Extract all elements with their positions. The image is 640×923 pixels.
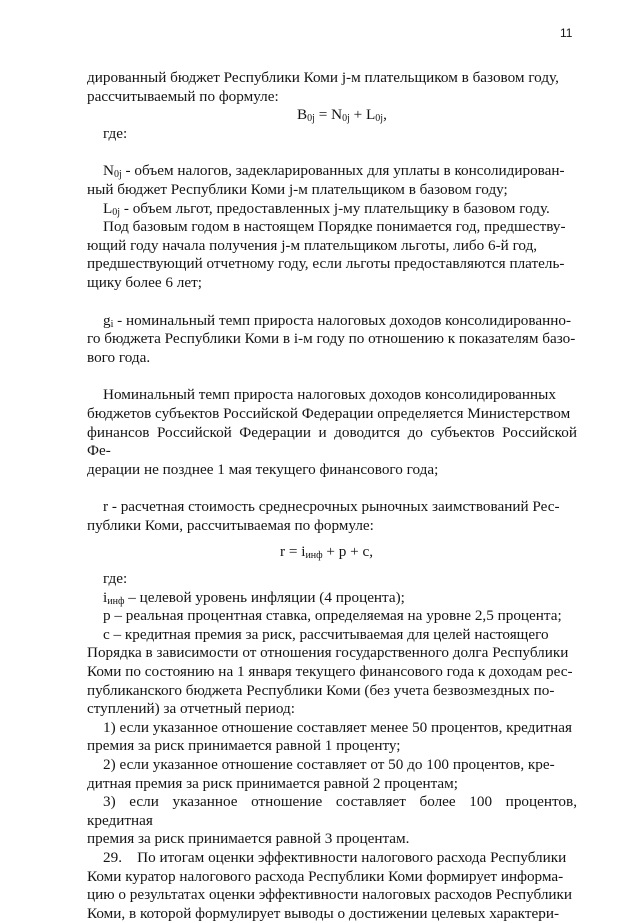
text-line: вого года. (87, 348, 151, 366)
text-line: Коми куратор налогового расхода Республики Коми формирует информа- (87, 867, 564, 885)
text-line: Порядка в зависимости от отношения государственного долга Республики (87, 644, 569, 662)
definition-l0j: $L_{0j}$ - объем льгот, предоставленных j-му плательщику в базовом году. (103, 199, 550, 218)
text-line: Коми по состоянию на 1 января текущего финансового года к доходам рес- (87, 663, 573, 681)
text-line: Под базовым годом в настоящем Порядке понимается год, предшеству- (103, 218, 566, 236)
text-line: публиканского бюджета Республики Коми (без учета безвозмездных по- (87, 681, 555, 699)
text-line: ющий году начала получения j-м плательщиком льготы, либо 6-й год, (87, 236, 538, 254)
list-item: 3) если указанное отношение составляет более 100 процентов, кредитная (87, 793, 577, 829)
text-line: Коми, в которой формулирует выводы о достижении целевых характери- (87, 904, 560, 922)
text-line: Номинальный темп прироста налоговых доходов консолидированных (103, 386, 556, 404)
text-line: финансов Российской Федерации и доводится до субъектов Российской Фе- (87, 423, 577, 460)
text-line: публики Коми, рассчитываемая по формуле: (87, 516, 374, 534)
list-item: 2) если указанное отношение составляет от 50 до 100 процентов, кре- (103, 756, 555, 773)
text-line: го бюджета Республики Коми в i-м году по отношению к показателям базо- (87, 330, 576, 348)
definition-c: c – кредитная премия за риск, рассчитываемая для целей настоящего (103, 625, 549, 643)
text-line: где: (103, 124, 128, 142)
text-line: где: (103, 570, 128, 588)
formula-r: $r = i_{инф} + p + c$, (280, 543, 374, 562)
text-line: цию о результатах оценки эффективности налоговых расходов Республики (87, 886, 573, 904)
text-line: премия за риск принимается равной 3 процентам. (87, 830, 410, 848)
definition-gi: $g_i$ - номинальный темп прироста налоговых доходов консолидированно- (103, 311, 572, 330)
page-body (87, 69, 577, 923)
definition-r: r - расчетная стоимость среднесрочных рыночных заимствований Рес- (103, 498, 560, 516)
text-line: ный бюджет Республики Коми j-м плательщиком в базовом году; (87, 180, 508, 198)
text-line: премия за риск принимается равной 1 проценту; (87, 737, 401, 755)
definition-iinf: $i_{инф}$ – целевой уровень инфляции (4 процента); (103, 588, 405, 607)
text-line: бюджетов субъектов Российской Федерации определяется Министерством (87, 404, 571, 422)
page-number: 11 (560, 26, 573, 40)
definition-p: p – реальная процентная ставка, определяемая на уровне 2,5 процента; (103, 607, 562, 625)
text-line: предшествующий отчетному году, если льготы предоставляются платель- (87, 255, 565, 273)
definition-n0j: $N_{0j}$ - объем налогов, задекларированных для уплаты в консолидирован- (103, 162, 565, 181)
text-line: ступлений) за отчетный период: (87, 700, 295, 718)
text-line: дерации не позднее 1 мая текущего финансового года; (87, 460, 439, 478)
text-line: щику более 6 лет; (87, 273, 202, 291)
text-line: рассчитываемый по формуле: (87, 87, 279, 105)
text-line: дированный бюджет Республики Коми j-м плательщиком в базовом году, (87, 69, 559, 86)
text-line: дитная премия за риск принимается равной 2 процентам; (87, 774, 458, 792)
section-29: 29. По итогам оценки эффективности налогового расхода Республики (103, 848, 567, 866)
list-item: 1) если указанное отношение составляет менее 50 процентов, кредитная (103, 718, 573, 736)
formula-b0j: $B_{0j} = N_{0j} + L_{0j}$, (297, 106, 387, 125)
